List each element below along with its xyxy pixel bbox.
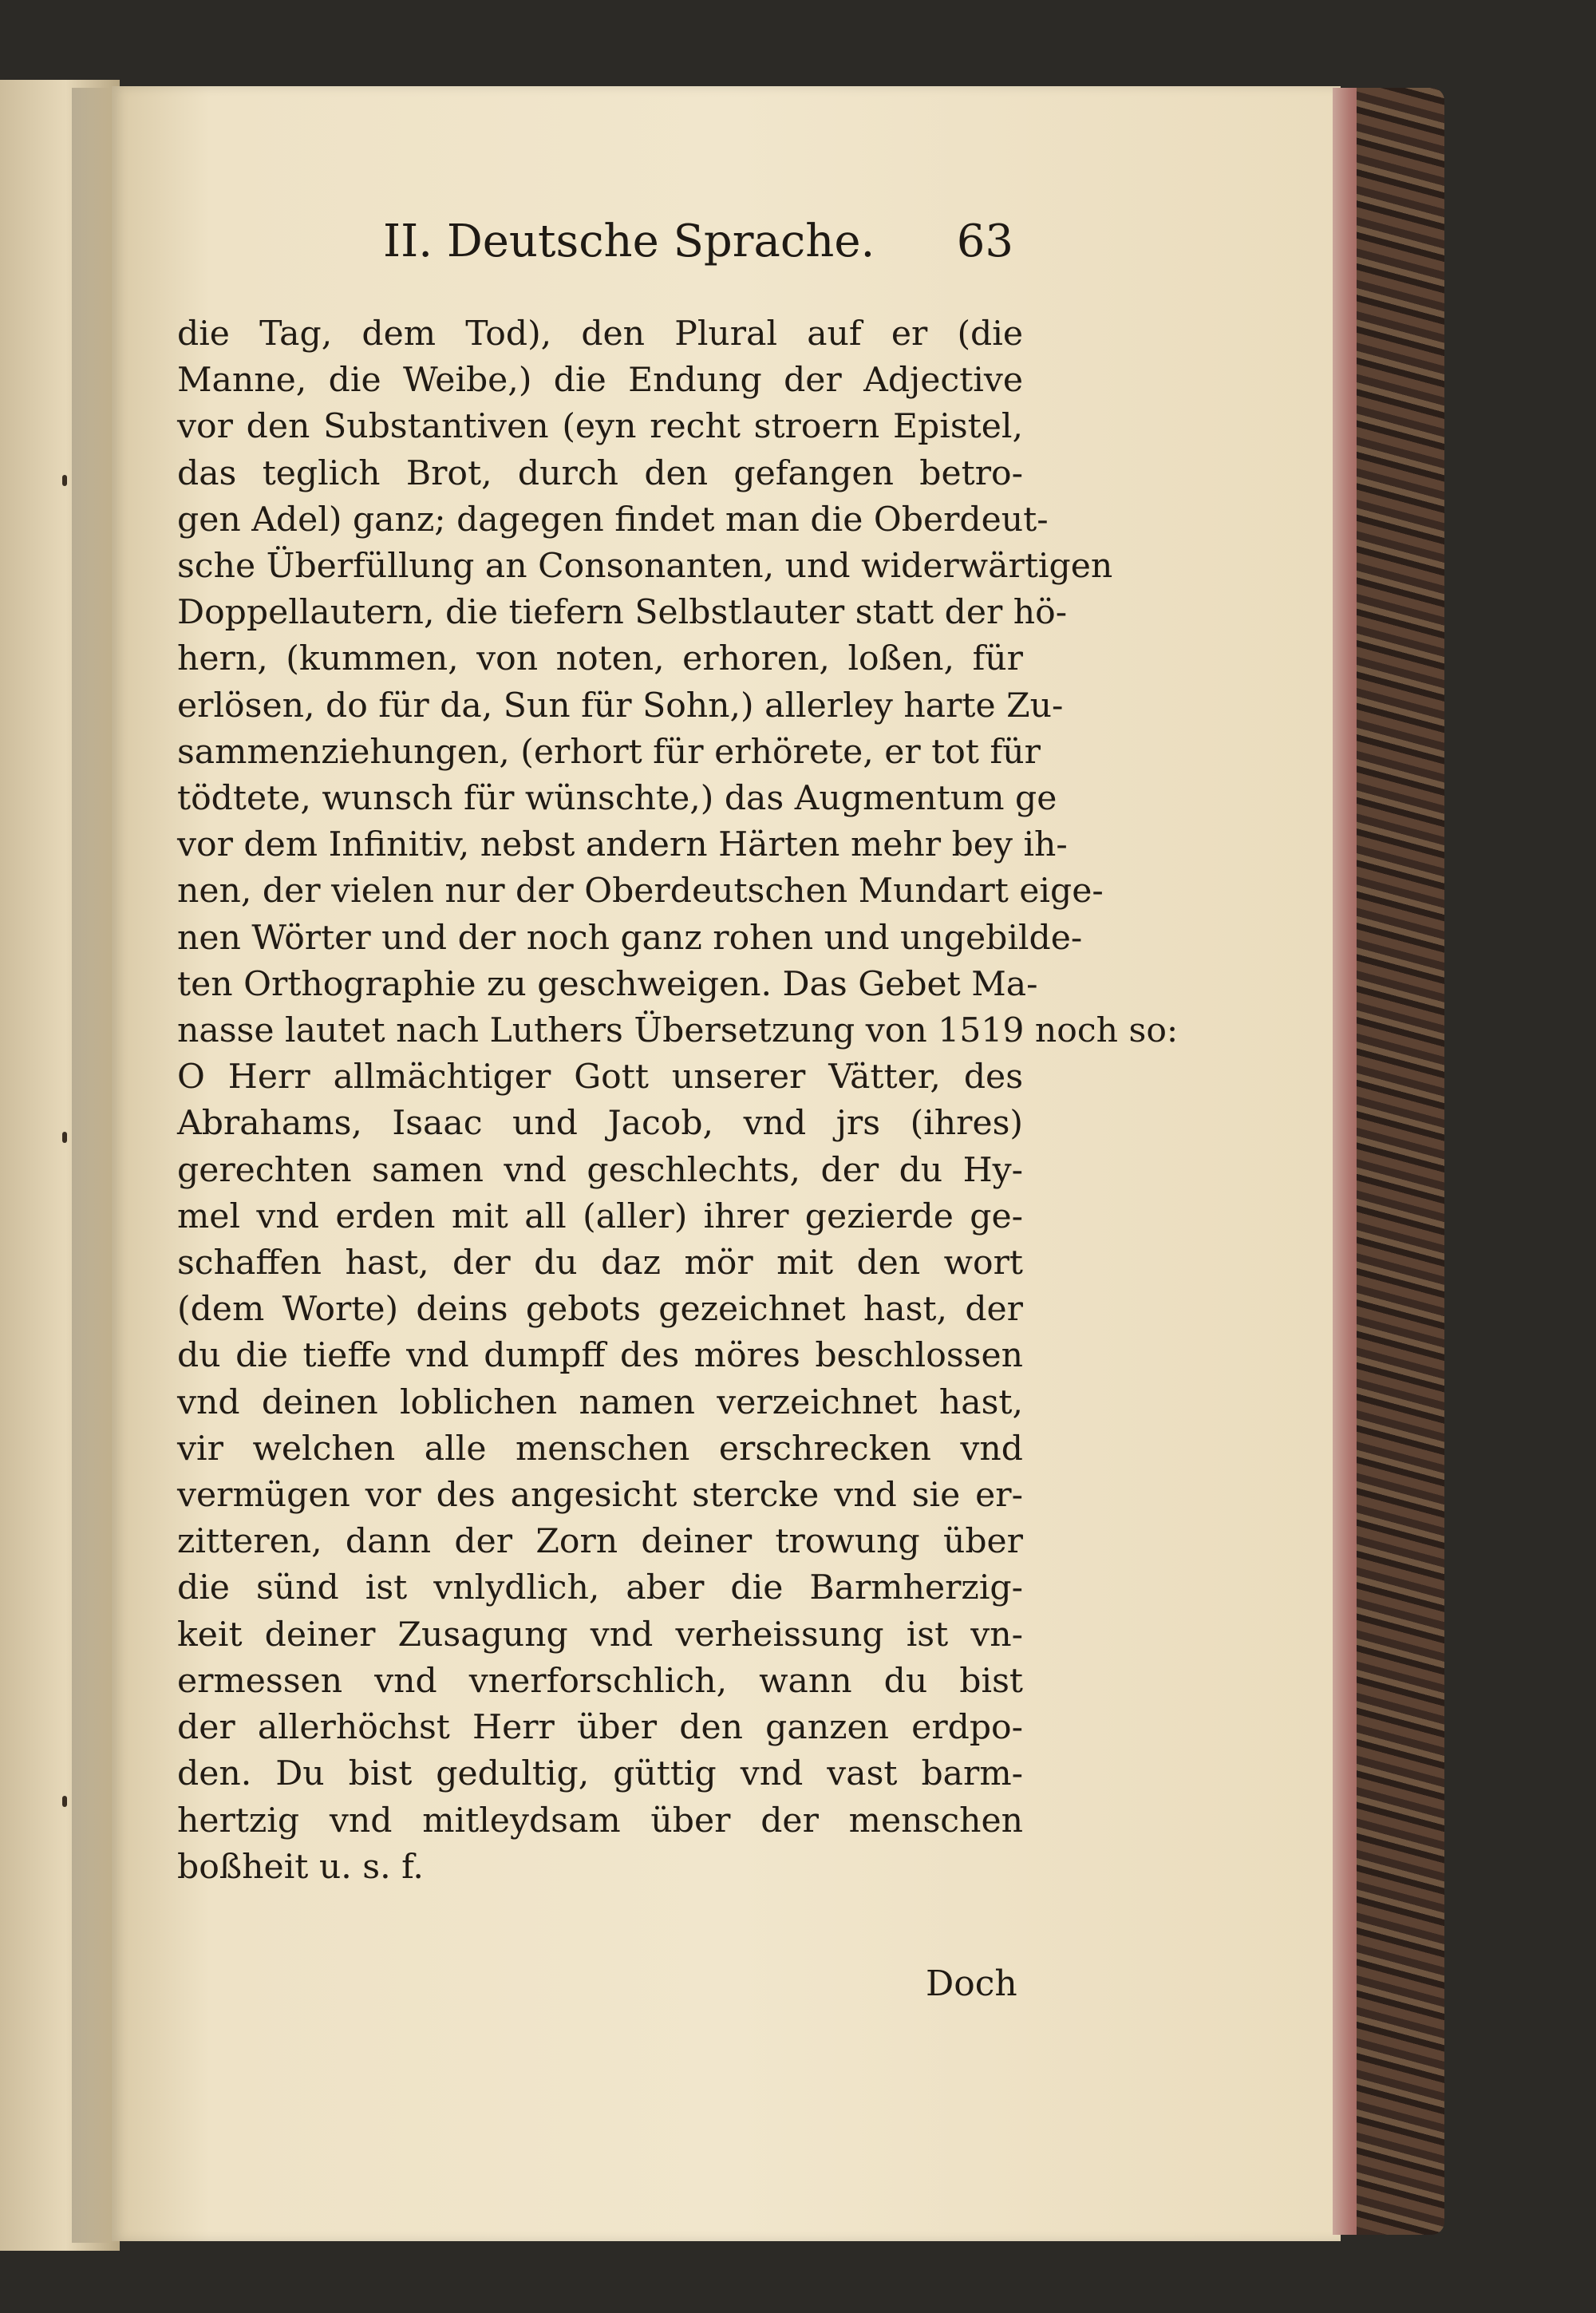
- catchword: Doch: [926, 1963, 1017, 2004]
- text-line: Abrahams, Isaac und Jacob, vnd jrs (ihres): [177, 1104, 1023, 1144]
- text-line: vir welchen alle menschen erschrecken vnd: [177, 1429, 1023, 1469]
- text-line: nen Wörter und der noch ganz rohen und ungebilde-: [177, 918, 1083, 958]
- body-text: [177, 311, 1179, 1891]
- margin-mark: [62, 1132, 67, 1143]
- text-line: (dem Worte) deins gebots gezeichnet hast, der: [177, 1290, 1023, 1330]
- text-line: der allerhöchst Herr über den ganzen erdpo-: [177, 1708, 1023, 1748]
- text-line: die Tag, dem Tod), den Plural auf er (die: [177, 314, 1023, 354]
- text-line: sche Überfüllung an Consonanten, und widerwärtigen: [177, 547, 1113, 587]
- text-line: das teglich Brot, durch den gefangen betro-: [177, 453, 1023, 493]
- text-line: keit deiner Zusagung vnd verheissung ist vn-: [177, 1615, 1023, 1655]
- text-line: Doppellautern, die tiefern Selbstlauter statt der hö-: [177, 593, 1068, 633]
- text-line: sammenziehungen, (erhort für erhörete, er tot für: [177, 732, 1041, 772]
- text-line: gen Adel) ganz; dagegen findet man die Oberdeut-: [177, 500, 1049, 540]
- text-line: ten Orthographie zu geschweigen. Das Gebet Ma-: [177, 964, 1038, 1004]
- text-line: erlösen, do für da, Sun für Sohn,) allerley harte Zu-: [177, 686, 1064, 726]
- text-line: vermügen vor des angesicht stercke vnd sie er-: [177, 1476, 1023, 1516]
- text-line: du die tieffe vnd dumpff des möres beschlossen: [177, 1336, 1023, 1376]
- margin-mark: [62, 1796, 67, 1807]
- text-line: ermessen vnd vnerforschlich, wann du bist: [177, 1661, 1023, 1701]
- text-line: hern, (kummen, von noten, erhoren, loßen, für: [177, 639, 1023, 679]
- text-line: nen, der vielen nur der Oberdeutschen Mundart eige-: [177, 872, 1104, 911]
- text-line: vor dem Infinitiv, nebst andern Härten mehr bey ih-: [177, 825, 1068, 865]
- margin-mark: [62, 475, 67, 486]
- text-line: O Herr allmächtiger Gott unserer Vätter, des: [177, 1058, 1023, 1097]
- text-line: zitteren, dann der Zorn deiner trowung über: [177, 1522, 1023, 1562]
- text-line: schaffen hast, der du daz mör mit den wort: [177, 1243, 1023, 1283]
- text-line: vnd deinen loblichen namen verzeichnet hast,: [177, 1382, 1023, 1422]
- text-line: Manne, die Weibe,) die Endung der Adjective: [177, 361, 1023, 401]
- text-line: die sünd ist vnlydlich, aber die Barmherzig-: [177, 1568, 1023, 1608]
- text-line: mel vnd erden mit all (aller) ihrer gezierde ge-: [177, 1196, 1023, 1236]
- page-number: 63: [956, 215, 1013, 267]
- text-line: gerechten samen vnd geschlechts, der du Hy-: [177, 1150, 1023, 1190]
- book-cover-edge: [1357, 88, 1444, 2235]
- text-line: vor den Substantiven (eyn recht stroern Epistel,: [177, 407, 1023, 447]
- page-gutter-shadow: [72, 88, 120, 2243]
- text-line: tödtete, wunsch für wünschte,) das Augmentum ge: [177, 779, 1057, 819]
- text-line: boßheit u. s. f.: [177, 1847, 424, 1887]
- page-header: [176, 215, 1013, 279]
- text-line: den. Du bist gedultig, güttig vnd vast barm-: [177, 1754, 1023, 1794]
- text-line: hertzig vnd mitleydsam über der menschen: [177, 1801, 1023, 1841]
- running-title: II. Deutsche Sprache.: [383, 215, 875, 267]
- text-line: nasse lautet nach Luthers Übersetzung von 1519 noch so:: [177, 1011, 1179, 1051]
